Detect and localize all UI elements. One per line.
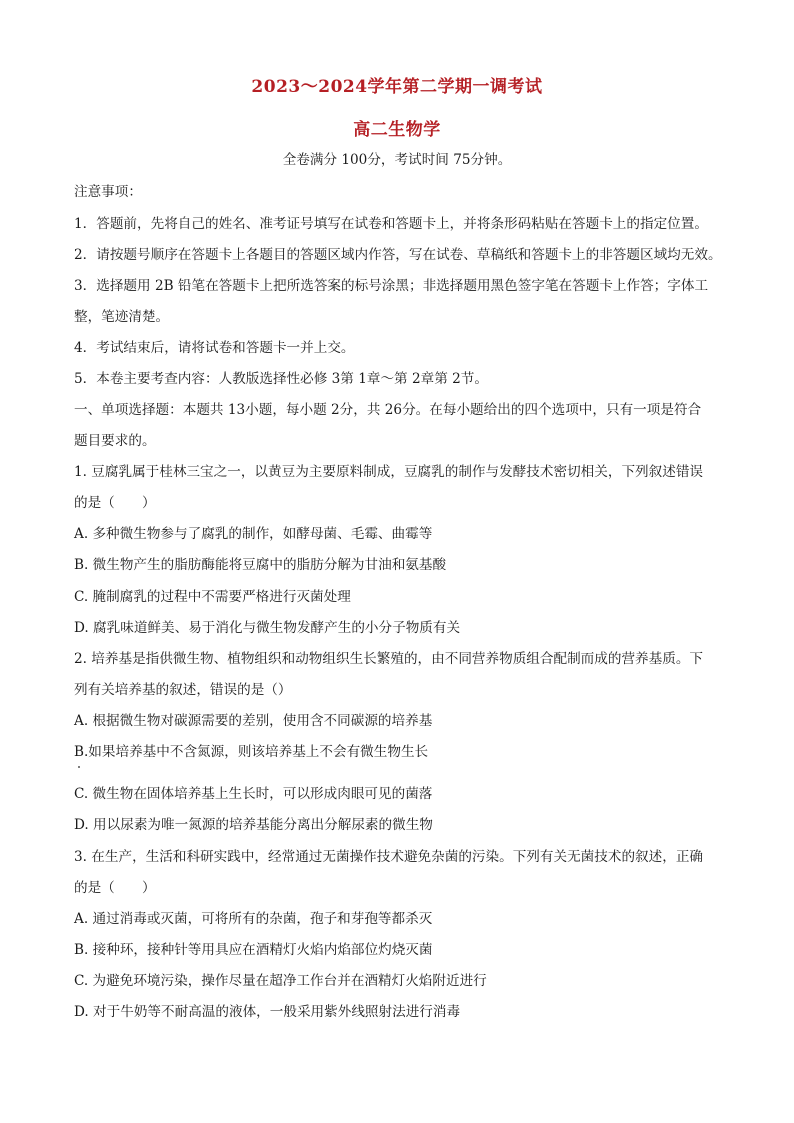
question-2-stem-line-2: 列有关培养基的叙述，错误的是（）	[74, 682, 292, 698]
question-2-option-b: B.如果培养基中不含氮源，则该培养基上不会有微生物生长	[74, 744, 429, 760]
note-item-1: 1．答题前，先将自己的姓名、准考证号填写在试卷和答题卡上，并将条形码粘贴在答题卡上的指定位置。	[74, 216, 708, 232]
stray-mark	[78, 766, 80, 768]
question-2-stem-line-1: 2. 培养基是指供微生物、植物组织和动物组织生长繁殖的，由不同营养物质组合配制而成的营养基质。下	[74, 651, 704, 667]
question-3-option-d: D. 对于牛奶等不耐高温的液体，一般采用紫外线照射法进行消毒	[74, 1004, 461, 1020]
question-3-stem-line-2: 的是（ ）	[74, 880, 156, 896]
question-1-option-b: B. 微生物产生的脂肪酶能将豆腐中的脂肪分解为甘油和氨基酸	[74, 557, 447, 573]
note-item-3-line-2: 整，笔迹清楚。	[74, 309, 170, 325]
exam-title: 2023～2024学年第二学期一调考试	[251, 77, 543, 97]
section-heading-line-2: 题目要求的。	[74, 433, 156, 449]
question-2-option-c: C. 微生物在固体培养基上生长时，可以形成肉眼可见的菌落	[74, 786, 433, 802]
section-heading-line-1: 一、单项选择题：本题共 13小题，每小题 2分，共 26分。在每小题给出的四个选项中，只有一项是符合	[74, 402, 702, 418]
exam-info: 全卷满分 100分，考试时间 75分钟。	[282, 152, 512, 168]
question-1-option-c: C. 腌制腐乳的过程中不需要严格进行灭菌处理	[74, 589, 351, 605]
question-3-stem-line-1: 3. 在生产，生活和科研实践中，经常通过无菌操作技术避免杂菌的污染。下列有关无菌技术的叙述，正确	[74, 849, 704, 865]
question-1-option-a: A. 多种微生物参与了腐乳的制作，如酵母菌、毛霉、曲霉等	[74, 526, 433, 542]
question-3-option-b: B. 接种环，接种针等用具应在酒精灯火焰内焰部位灼烧灭菌	[74, 942, 433, 958]
question-2-option-d: D. 用以尿素为唯一氮源的培养基能分离出分解尿素的微生物	[74, 817, 433, 833]
question-2-option-a: A. 根据微生物对碳源需要的差别，使用含不同碳源的培养基	[74, 713, 433, 729]
question-1-stem-line-2: 的是（ ）	[74, 495, 156, 511]
note-item-3-line-1: 3．选择题用 2B 铅笔在答题卡上把所选答案的标号涂黑；非选择题用黑色签字笔在答题卡上作答；字体工	[74, 278, 709, 294]
question-1-stem-line-1: 1. 豆腐乳属于桂林三宝之一，以黄豆为主要原料制成，豆腐乳的制作与发酵技术密切相关，下列叙述错误	[74, 464, 704, 480]
question-1-option-d: D. 腐乳味道鲜美、易于消化与微生物发酵产生的小分子物质有关	[74, 620, 461, 636]
note-item-5: 5．本卷主要考查内容：人教版选择性必修 3第 1章～第 2章第 2节。	[74, 371, 488, 387]
question-3-option-a: A. 通过消毒或灭菌，可将所有的杂菌，孢子和芽孢等都杀灭	[74, 911, 433, 927]
note-item-4: 4．考试结束后，请将试卷和答题卡一并上交。	[74, 340, 355, 356]
note-item-2: 2．请按题号顺序在答题卡上各题目的答题区域内作答，写在试卷、草稿纸和答题卡上的非答题区域均无效。	[74, 247, 722, 263]
question-3-option-c: C. 为避免环境污染，操作尽量在超净工作台并在酒精灯火焰附近进行	[74, 973, 487, 989]
subject-title: 高二生物学	[353, 120, 441, 140]
notes-heading: 注意事项：	[74, 184, 142, 200]
